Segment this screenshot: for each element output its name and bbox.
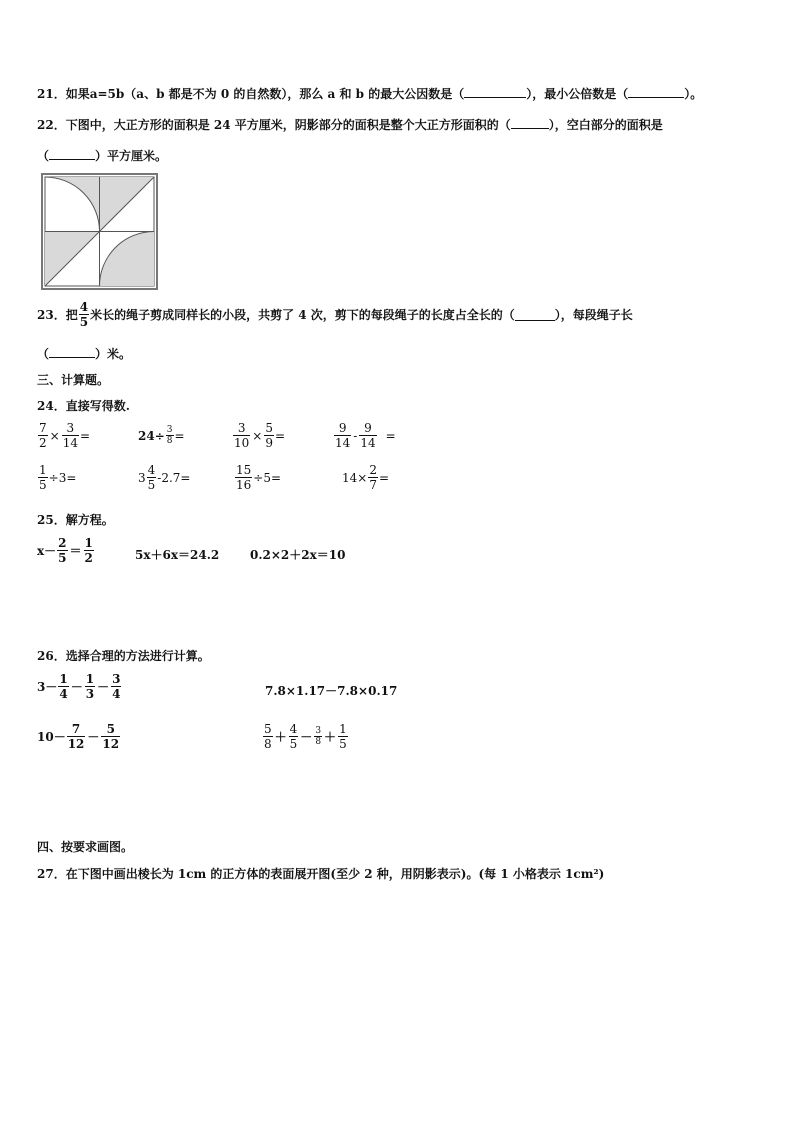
question-22: 22．下图中，大正方形的面积是 24 平方厘米，阴影部分的面积是整个大正方形面积的（ ），空白部分的面积是 (37, 118, 663, 132)
question-26-title: 26．选择合理的方法进行计算。 (37, 649, 210, 663)
q24-item-7: $\frac{15}{16}$ ÷5= (236, 463, 282, 492)
q24-item-2: 24÷ $\frac{3}{8}$ = (138, 425, 185, 446)
equation-1: x－ $\frac{2}{5}$ ＝ $\frac{1}{2}$ (37, 536, 93, 565)
section-heading-drawing: 四、按要求画图。 (37, 840, 134, 854)
question-23-line2: （ ）米。 (37, 347, 132, 361)
square-figure (41, 173, 158, 290)
question-27: 27．在下图中画出棱长为 1cm 的正方体的表面展开图(至少 2 种，用阴影表示)。(每 1 小格表示 1cm²) (37, 867, 605, 881)
q24-item-8: 14× $\frac{2}{7}$ = (342, 463, 390, 492)
question-25-title: 25．解方程。 (37, 513, 114, 527)
section-heading-calculation: 三、计算题。 (37, 373, 110, 387)
equation-3: 0.2×2＋2x＝10 (250, 548, 346, 562)
fraction-four-fifths: $\frac{4}{5}$ (79, 300, 89, 329)
q26-expression-3: 10－ $\frac{7}{12}$ － $\frac{5}{12}$ (37, 722, 120, 751)
q24-item-5: $\frac{1}{5}$ ÷3= (39, 463, 77, 492)
q26-expression-1: 3－ $\frac{1}{4}$ － $\frac{1}{3}$ － $\frac{3}{4}$ (37, 672, 121, 701)
answer-blank-blank-area[interactable] (49, 148, 95, 160)
q26-expression-4: $\frac{5}{8}$ ＋ $\frac{4}{5}$ － $\frac{3}{8}$ ＋ $\frac{1}{5}$ (264, 722, 347, 751)
question-23: 23． 把 $\frac{4}{5}$ 米长的绳子剪成同样长的小段，共剪了 4 次，剪下的每段绳子的长度占全长的（ ），每段绳子长 (37, 300, 633, 329)
equation-2: 5x＋6x＝24.2 (135, 548, 220, 562)
answer-blank-segment-length[interactable] (49, 346, 95, 358)
q24-item-3: $\frac{3}{10}$ × $\frac{5}{9}$ = (234, 421, 286, 450)
question-21: 21．如果a=5b（a、b 都是不为 0 的自然数），那么 a 和 b 的最大公因数是（ ），最小公倍数是（ ）。 (37, 87, 703, 101)
q26-expression-2: 7.8×1.17－7.8×0.17 (265, 684, 398, 698)
question-24-title: 24．直接写得数. (37, 399, 130, 413)
answer-blank-gcd[interactable] (464, 86, 526, 98)
q24-item-4: $\frac{9}{14}$ - $\frac{9}{14}$ = (335, 421, 396, 450)
question-22-line2: （ ）平方厘米。 (37, 149, 168, 163)
q24-item-6: 3 $\frac{4}{5}$ -2.7= (138, 463, 191, 492)
q24-item-1: $\frac{7}{2}$ × $\frac{3}{14}$ = (39, 421, 91, 450)
answer-blank-shaded-fraction[interactable] (511, 117, 549, 129)
answer-blank-lcm[interactable] (628, 86, 684, 98)
answer-blank-segment-fraction[interactable] (515, 309, 555, 321)
